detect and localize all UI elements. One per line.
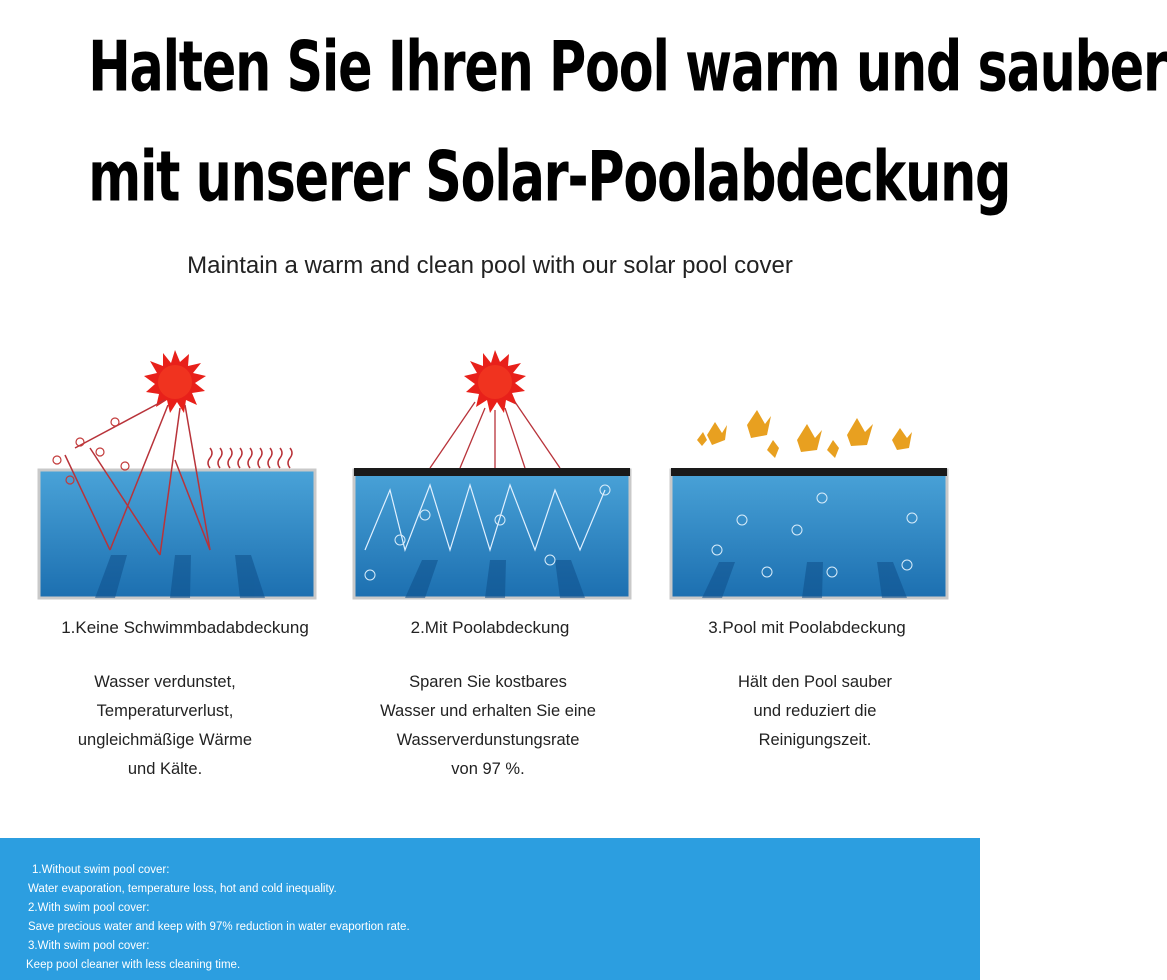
- panel-2-description: [328, 668, 648, 784]
- pool-no-cover-illustration: [35, 340, 335, 610]
- desc-line: Wasser verdunstet,: [94, 673, 236, 691]
- sun-icon: [144, 350, 206, 413]
- panel-no-cover: [35, 340, 335, 610]
- panel-clean-pool: [667, 340, 967, 610]
- panel-2-label: 2.Mit Poolabdeckung: [410, 618, 570, 637]
- subtitle: Maintain a warm and clean pool with our solar pool cover: [187, 252, 793, 279]
- desc-line: Wasser und erhalten Sie eine: [380, 702, 596, 720]
- footer-line: Keep pool cleaner with less cleaning time.: [26, 959, 241, 971]
- panel-1-label: 1.Keine Schwimmbadabdeckung: [61, 618, 309, 637]
- pool-clean-illustration: [667, 340, 967, 610]
- footer-banner: [0, 838, 980, 980]
- desc-line: Hält den Pool sauber: [737, 673, 893, 691]
- headline-line-1: Halten Sie Ihren Pool warm und sauber: [88, 25, 1167, 108]
- panel-with-cover: [350, 340, 650, 610]
- desc-line: und Kälte.: [127, 760, 203, 778]
- footer-line: 2.With swim pool cover:: [28, 902, 150, 914]
- desc-line: Temperaturverlust,: [96, 702, 234, 720]
- desc-line: und reduziert die: [753, 702, 877, 720]
- footer-line: Water evaporation, temperature loss, hot and cold inequality.: [28, 883, 337, 895]
- desc-line: ungleichmäßige Wärme: [77, 731, 253, 749]
- footer-line: Save precious water and keep with 97% reduction in water evaportion rate.: [28, 921, 410, 933]
- evaporation-icon: [208, 448, 292, 468]
- desc-line: Reinigungszeit.: [758, 731, 872, 749]
- footer-line: 3.With swim pool cover:: [28, 940, 150, 952]
- panel-3-label: 3.Pool mit Poolabdeckung: [708, 618, 906, 637]
- panel-1-description: [5, 668, 325, 784]
- leaves-icon: [697, 410, 912, 458]
- pool-cover: [354, 468, 630, 476]
- desc-line: Sparen Sie kostbares: [409, 673, 567, 691]
- footer-line: 1.Without swim pool cover:: [32, 864, 170, 876]
- panel-3-description: [655, 668, 975, 755]
- pool-cover: [671, 468, 947, 476]
- desc-line: Wasserverdunstungsrate: [396, 731, 580, 749]
- desc-line: von 97 %.: [451, 760, 525, 778]
- headline-line-2: mit unserer Solar-Poolabdeckung: [88, 135, 1011, 218]
- pool-with-cover-illustration: [350, 340, 650, 610]
